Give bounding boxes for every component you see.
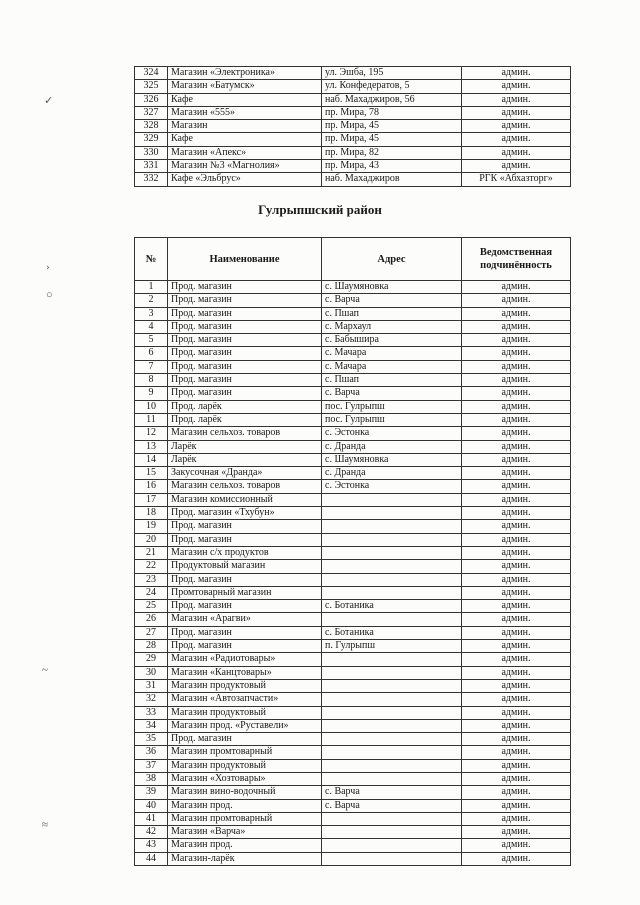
table-row [135, 653, 571, 666]
header-subordination: Ведомственная подчинённость [462, 238, 571, 281]
cell-subordination: админ. [462, 666, 571, 679]
table-row [135, 772, 571, 785]
table-header [135, 238, 571, 281]
cell-subordination: админ. [462, 653, 571, 666]
cell-name: Прод. магазин [168, 360, 322, 373]
cell-number: 31 [135, 679, 168, 692]
cell-subordination: админ. [462, 507, 571, 520]
table-row [135, 440, 571, 453]
cell-name: Прод. ларёк [168, 413, 322, 426]
cell-number: 39 [135, 786, 168, 799]
header-number: № [135, 238, 168, 281]
cell-number: 40 [135, 799, 168, 812]
cell-address: с. Мачара [322, 360, 462, 373]
cell-subordination: админ. [462, 706, 571, 719]
cell-subordination: админ. [462, 133, 571, 146]
cell-subordination: админ. [462, 826, 571, 839]
cell-number: 10 [135, 400, 168, 413]
cell-address: с. Варча [322, 799, 462, 812]
cell-name: Ларёк [168, 440, 322, 453]
table-row [135, 679, 571, 692]
cell-subordination: админ. [462, 387, 571, 400]
cell-name: Магазин продуктовый [168, 679, 322, 692]
cell-number: 35 [135, 733, 168, 746]
cell-name: Прод. магазин [168, 307, 322, 320]
cell-number: 332 [135, 173, 168, 186]
cell-address: с. Шаумяновка [322, 453, 462, 466]
table-row [135, 387, 571, 400]
cell-subordination: админ. [462, 613, 571, 626]
cell-number: 44 [135, 852, 168, 865]
cell-subordination: админ. [462, 334, 571, 347]
cell-name: Прод. магазин [168, 374, 322, 387]
cell-number: 32 [135, 693, 168, 706]
table-row [135, 173, 571, 186]
cell-subordination: админ. [462, 560, 571, 573]
cell-address [322, 653, 462, 666]
cell-name: Прод. магазин [168, 294, 322, 307]
cell-subordination: админ. [462, 586, 571, 599]
cell-number: 22 [135, 560, 168, 573]
cell-name: Прод. магазин [168, 387, 322, 400]
cell-number: 9 [135, 387, 168, 400]
table-row [135, 533, 571, 546]
cell-address: пр. Мира, 82 [322, 146, 462, 159]
scan-mark: › [46, 261, 50, 273]
cell-number: 36 [135, 746, 168, 759]
table-row [135, 507, 571, 520]
gulrypsh-district-table [134, 237, 571, 866]
cell-name: Продуктовый магазин [168, 560, 322, 573]
table-row [135, 307, 571, 320]
cell-name: Магазин промтоварный [168, 812, 322, 825]
table-row [135, 520, 571, 533]
table-row [135, 360, 571, 373]
cell-subordination: админ. [462, 626, 571, 639]
table-row [135, 626, 571, 639]
cell-name: Прод. магазин [168, 320, 322, 333]
cell-name: Магазин «Хозтовары» [168, 772, 322, 785]
cell-name: Магазин «Батумск» [168, 80, 322, 93]
cell-subordination: админ. [462, 440, 571, 453]
cell-address [322, 520, 462, 533]
cell-number: 20 [135, 533, 168, 546]
table-row [135, 759, 571, 772]
cell-name: Магазин с/х продуктов [168, 546, 322, 559]
cell-subordination: админ. [462, 427, 571, 440]
cell-number: 24 [135, 586, 168, 599]
table-row [135, 467, 571, 480]
table-row [135, 427, 571, 440]
cell-subordination: админ. [462, 839, 571, 852]
cell-subordination: админ. [462, 146, 571, 159]
cell-address: с. Шаумяновка [322, 281, 462, 294]
cell-address [322, 679, 462, 692]
cell-name: Прод. магазин [168, 640, 322, 653]
header-address: Адрес [322, 238, 462, 281]
cell-subordination: админ. [462, 320, 571, 333]
scan-mark: ≈ [42, 819, 49, 831]
cell-subordination: админ. [462, 772, 571, 785]
cell-subordination: админ. [462, 307, 571, 320]
cell-number: 29 [135, 653, 168, 666]
header-name: Наименование [168, 238, 322, 281]
cell-name: Магазин «Арагви» [168, 613, 322, 626]
cell-number: 33 [135, 706, 168, 719]
cell-address [322, 573, 462, 586]
cell-subordination: админ. [462, 480, 571, 493]
cell-address [322, 772, 462, 785]
table-row [135, 133, 571, 146]
cell-number: 12 [135, 427, 168, 440]
cell-address: ул. Эшба, 195 [322, 67, 462, 80]
section-title: Гулрыпшский район [258, 202, 382, 217]
cell-subordination: админ. [462, 733, 571, 746]
cell-name: Магазин «Канцтовары» [168, 666, 322, 679]
cell-subordination: админ. [462, 693, 571, 706]
table-row [135, 281, 571, 294]
cell-subordination: админ. [462, 546, 571, 559]
cell-number: 17 [135, 493, 168, 506]
cell-name: Магазин «Автозапчасти» [168, 693, 322, 706]
cell-name: Прод. магазин [168, 347, 322, 360]
cell-number: 328 [135, 120, 168, 133]
cell-name: Магазин промтоварный [168, 746, 322, 759]
cell-name: Магазин продуктовый [168, 759, 322, 772]
scan-mark: ○ [46, 289, 53, 301]
table-row [135, 146, 571, 159]
cell-name: Магазин сельхоз. товаров [168, 427, 322, 440]
cell-number: 3 [135, 307, 168, 320]
cell-subordination: админ. [462, 80, 571, 93]
cell-number: 21 [135, 546, 168, 559]
table-row [135, 560, 571, 573]
cell-name: Прод. ларёк [168, 400, 322, 413]
table-row [135, 160, 571, 173]
cell-subordination: админ. [462, 294, 571, 307]
cell-address [322, 533, 462, 546]
table-row [135, 826, 571, 839]
scan-mark: ~ [42, 664, 48, 676]
cell-address: с. Мачара [322, 347, 462, 360]
cell-address [322, 733, 462, 746]
cell-address [322, 746, 462, 759]
cell-number: 2 [135, 294, 168, 307]
cell-name: Прод. магазин [168, 281, 322, 294]
cell-number: 18 [135, 507, 168, 520]
table-row [135, 67, 571, 80]
table-row [135, 799, 571, 812]
table-row [135, 374, 571, 387]
cell-name: Кафе «Эльбрус» [168, 173, 322, 186]
table-row [135, 347, 571, 360]
table-row [135, 640, 571, 653]
gulrypsh-district-table-body [135, 281, 571, 866]
cell-address: с. Дранда [322, 440, 462, 453]
cell-number: 324 [135, 67, 168, 80]
cell-address: п. Гулрыпш [322, 640, 462, 653]
cell-name: Магазин комиссионный [168, 493, 322, 506]
table-row [135, 120, 571, 133]
cell-address: с. Дранда [322, 467, 462, 480]
table-row [135, 400, 571, 413]
cell-subordination: админ. [462, 679, 571, 692]
cell-name: Магазин «Апекс» [168, 146, 322, 159]
cell-number: 6 [135, 347, 168, 360]
cell-number: 15 [135, 467, 168, 480]
cell-address: пос. Гулрыпш [322, 413, 462, 426]
cell-name: Кафе [168, 93, 322, 106]
cell-subordination: админ. [462, 493, 571, 506]
cell-subordination: админ. [462, 106, 571, 119]
cell-address [322, 719, 462, 732]
cell-address [322, 812, 462, 825]
cell-name: Прод. магазин [168, 733, 322, 746]
cell-subordination: админ. [462, 640, 571, 653]
cell-subordination: админ. [462, 160, 571, 173]
cell-name: Магазин «Радиотовары» [168, 653, 322, 666]
cell-address [322, 759, 462, 772]
table-row [135, 546, 571, 559]
cell-name: Закусочная «Дранда» [168, 467, 322, 480]
cell-number: 13 [135, 440, 168, 453]
cell-address: пр. Мира, 45 [322, 133, 462, 146]
cell-address [322, 693, 462, 706]
cell-number: 16 [135, 480, 168, 493]
cell-subordination: админ. [462, 374, 571, 387]
cell-subordination: админ. [462, 786, 571, 799]
cell-name: Прод. магазин [168, 520, 322, 533]
table-row [135, 573, 571, 586]
cell-address: с. Ботаника [322, 600, 462, 613]
cell-name: Кафе [168, 133, 322, 146]
cell-number: 327 [135, 106, 168, 119]
cell-subordination: админ. [462, 520, 571, 533]
cell-subordination: админ. [462, 453, 571, 466]
cell-subordination: админ. [462, 400, 571, 413]
cell-name: Прод. магазин [168, 626, 322, 639]
cell-number: 8 [135, 374, 168, 387]
table-row [135, 786, 571, 799]
cell-address [322, 706, 462, 719]
table-row [135, 812, 571, 825]
cell-name: Прод. магазин [168, 600, 322, 613]
cell-number: 42 [135, 826, 168, 839]
cell-name: Прод. магазин «Тхубун» [168, 507, 322, 520]
cell-number: 331 [135, 160, 168, 173]
cell-address [322, 560, 462, 573]
cell-address: с. Эстонка [322, 480, 462, 493]
cell-address: с. Варча [322, 387, 462, 400]
table-row [135, 746, 571, 759]
cell-subordination: админ. [462, 759, 571, 772]
cell-name: Магазин сельхоз. товаров [168, 480, 322, 493]
cell-subordination: админ. [462, 281, 571, 294]
previous-district-table [134, 66, 571, 187]
cell-address: наб. Махаджиров [322, 173, 462, 186]
table-row [135, 666, 571, 679]
table-row [135, 334, 571, 347]
cell-number: 1 [135, 281, 168, 294]
cell-address: пр. Мира, 43 [322, 160, 462, 173]
cell-number: 7 [135, 360, 168, 373]
cell-address [322, 613, 462, 626]
cell-number: 37 [135, 759, 168, 772]
cell-name: Магазин прод. [168, 839, 322, 852]
cell-name: Магазин «555» [168, 106, 322, 119]
cell-name: Магазин №3 «Магнолия» [168, 160, 322, 173]
cell-address [322, 586, 462, 599]
cell-number: 34 [135, 719, 168, 732]
header-row [135, 238, 571, 281]
cell-subordination: админ. [462, 120, 571, 133]
cell-address: наб. Махаджиров, 56 [322, 93, 462, 106]
cell-address [322, 839, 462, 852]
table-row [135, 93, 571, 106]
cell-subordination: админ. [462, 812, 571, 825]
previous-district-table-body [135, 67, 571, 187]
cell-subordination: админ. [462, 347, 571, 360]
cell-address [322, 666, 462, 679]
table-row [135, 493, 571, 506]
table-row [135, 719, 571, 732]
cell-name: Прод. магазин [168, 573, 322, 586]
table-row [135, 106, 571, 119]
table-row [135, 453, 571, 466]
table-row [135, 613, 571, 626]
cell-subordination: админ. [462, 360, 571, 373]
scan-mark: ✓ [44, 95, 54, 107]
cell-name: Магазин прод. [168, 799, 322, 812]
cell-number: 25 [135, 600, 168, 613]
cell-address: пр. Мира, 45 [322, 120, 462, 133]
cell-name: Магазин «Варча» [168, 826, 322, 839]
cell-number: 11 [135, 413, 168, 426]
cell-number: 326 [135, 93, 168, 106]
cell-name: Ларёк [168, 453, 322, 466]
cell-address: с. Мархаул [322, 320, 462, 333]
cell-number: 4 [135, 320, 168, 333]
table-row [135, 294, 571, 307]
cell-address: с. Эстонка [322, 427, 462, 440]
cell-address [322, 507, 462, 520]
cell-name: Промтоварный магазин [168, 586, 322, 599]
cell-subordination: админ. [462, 67, 571, 80]
cell-name: Магазин вино-водочный [168, 786, 322, 799]
cell-subordination: админ. [462, 852, 571, 865]
cell-number: 325 [135, 80, 168, 93]
cell-number: 5 [135, 334, 168, 347]
cell-subordination: админ. [462, 799, 571, 812]
table-row [135, 413, 571, 426]
cell-number: 27 [135, 626, 168, 639]
cell-number: 43 [135, 839, 168, 852]
cell-number: 28 [135, 640, 168, 653]
cell-number: 41 [135, 812, 168, 825]
cell-number: 23 [135, 573, 168, 586]
cell-address: с. Ботаника [322, 626, 462, 639]
table-row [135, 733, 571, 746]
cell-subordination: админ. [462, 467, 571, 480]
cell-number: 14 [135, 453, 168, 466]
cell-address: с. Варча [322, 786, 462, 799]
cell-address: с. Бабышира [322, 334, 462, 347]
cell-name: Магазин «Электроника» [168, 67, 322, 80]
cell-address: с. Варча [322, 294, 462, 307]
cell-address: пос. Гулрыпш [322, 400, 462, 413]
cell-number: 26 [135, 613, 168, 626]
cell-address [322, 546, 462, 559]
cell-address: ул. Конфедератов, 5 [322, 80, 462, 93]
cell-name: Магазин [168, 120, 322, 133]
cell-number: 329 [135, 133, 168, 146]
cell-address [322, 493, 462, 506]
cell-address: с. Пшап [322, 374, 462, 387]
cell-name: Прод. магазин [168, 533, 322, 546]
cell-number: 19 [135, 520, 168, 533]
cell-address: пр. Мира, 78 [322, 106, 462, 119]
table-row [135, 852, 571, 865]
table-row [135, 320, 571, 333]
cell-number: 38 [135, 772, 168, 785]
cell-subordination: РГК «Абхазторг» [462, 173, 571, 186]
cell-name: Магазин прод. «Руставели» [168, 719, 322, 732]
cell-subordination: админ. [462, 746, 571, 759]
cell-subordination: админ. [462, 533, 571, 546]
table-row [135, 80, 571, 93]
cell-subordination: админ. [462, 600, 571, 613]
cell-address: с. Пшап [322, 307, 462, 320]
cell-address [322, 826, 462, 839]
cell-name: Прод. магазин [168, 334, 322, 347]
cell-subordination: админ. [462, 573, 571, 586]
cell-subordination: админ. [462, 413, 571, 426]
cell-subordination: админ. [462, 719, 571, 732]
table-row [135, 706, 571, 719]
cell-name: Магазин продуктовый [168, 706, 322, 719]
cell-number: 330 [135, 146, 168, 159]
table-row [135, 480, 571, 493]
table-row [135, 693, 571, 706]
table-row [135, 839, 571, 852]
cell-address [322, 852, 462, 865]
cell-number: 30 [135, 666, 168, 679]
cell-name: Магазин-ларёк [168, 852, 322, 865]
cell-subordination: админ. [462, 93, 571, 106]
table-row [135, 600, 571, 613]
table-row [135, 586, 571, 599]
